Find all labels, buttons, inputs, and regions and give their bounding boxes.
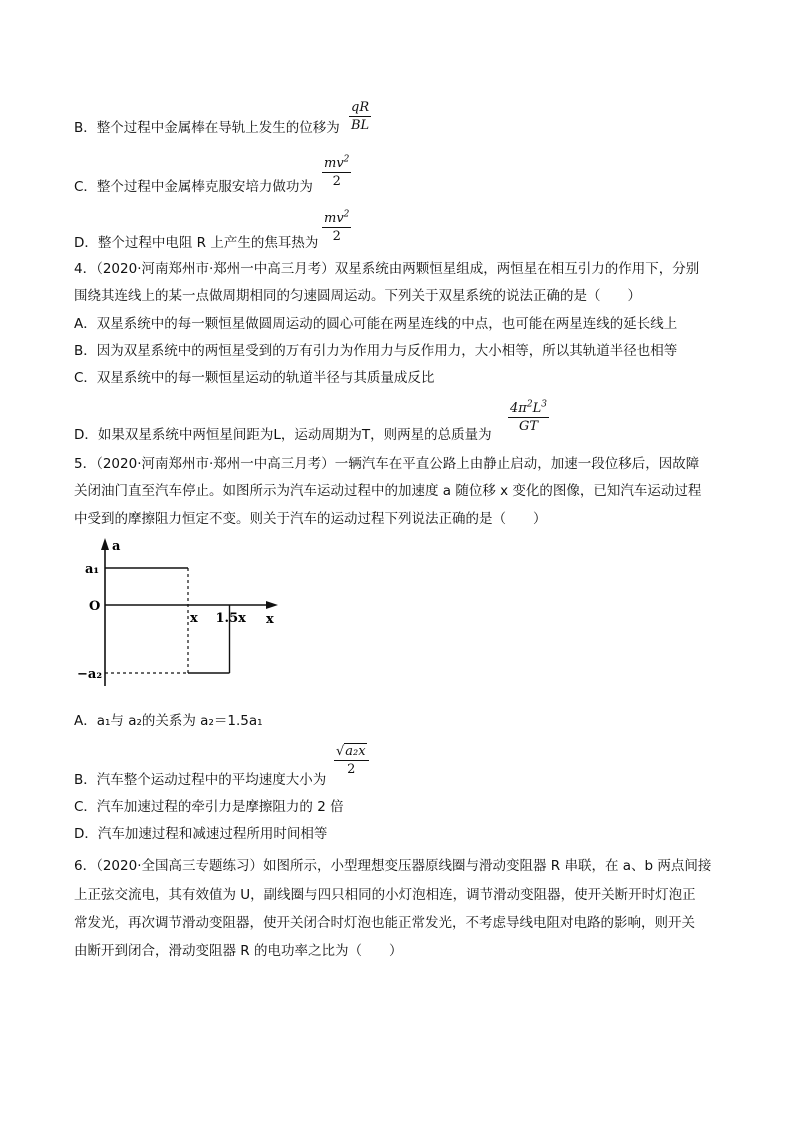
q5-option-c: C．汽车加速过程的牵引力是摩擦阻力的 2 倍 [74,799,344,815]
q4-option-d: D．如果双星系统中两恒星间距为L，运动周期为T，则两星的总质量为 [74,427,492,443]
q3-option-d-fraction [322,211,351,244]
fraction-denominator: BL [351,118,370,133]
origin-label: O [89,599,101,614]
fraction-denominator: 2 [332,174,341,189]
q4-option-d-fraction [508,401,549,434]
fraction-numerator: qR [351,100,370,115]
y-axis-label: a [112,539,121,554]
q3-option-b: B．整个过程中金属棒在导轨上发生的位移为 [74,120,340,136]
q4-stem-line2: 围绕其连线上的某一点做周期相同的匀速圆周运动。下列关于双星系统的说法正确的是（ ） [74,288,641,304]
q3-option-d: D．整个过程中电阻 R 上产生的焦耳热为 [74,235,319,251]
q6-stem-line1: 6．（2020·全国高三专题练习）如图所示，小型理想变压器原线圈与滑动变阻器 R 串联，在 a、b 两点间接 [74,858,712,874]
q4-option-b: B．因为双星系统中的两恒星受到的万有引力为作用力与反作用力，大小相等，所以其轨道半径也相等 [74,343,678,359]
q4-option-a: A．双星系统中的每一颗恒星做圆周运动的圆心可能在两星连线的中点，也可能在两星连线的延长线上 [74,316,678,332]
q6-stem-line2: 上正弦交流电，其有效值为 U，副线圈与四只相同的小灯泡相连，调节滑动变阻器，使开关断开时灯泡正 [74,887,696,903]
x-tick-x: x [190,611,198,626]
y-tick-neg-a2: −a₂ [77,667,103,682]
q5-stem-line3: 中受到的摩擦阻力恒定不变。则关于汽车的运动过程下列说法正确的是（ ） [74,511,547,527]
q3-option-c: C．整个过程中金属棒克服安培力做功为 [74,179,313,195]
x-axis-label: x [266,612,274,627]
q5-option-b-fraction [334,744,369,777]
q3-option-c-fraction [322,156,351,189]
fraction-numerator: $mv^2$ [324,209,350,226]
q5-option-d: D．汽车加速过程和减速过程所用时间相等 [74,826,328,842]
q5-option-b: B．汽车整个运动过程中的平均速度大小为 [74,772,327,788]
y-tick-a1: a₁ [85,562,100,577]
fraction-numerator: $4\pi^2L^3$ [510,399,547,416]
q4-option-c: C．双星系统中的每一颗恒星运动的轨道半径与其质量成反比 [74,370,435,386]
fraction-denominator: 2 [332,229,341,244]
q5-stem-line1: 5．（2020·河南郑州市·郑州一中高三月考）一辆汽车在平直公路上由静止启动，加速一段位移后，因故障 [74,456,700,472]
q6-stem-line3: 常发光，再次调节滑动变阻器，使开关闭合时灯泡也能正常发光，不考虑导线电阻对电路的影响，则开关 [74,915,695,931]
q4-stem-line1: 4．（2020·河南郑州市·郑州一中高三月考）双星系统由两颗恒星组成，两恒星在相互引力的作用下，分别 [74,261,700,277]
x-tick-1-5x: 1.5x [215,611,246,626]
q5-option-a: A．a₁与 a₂的关系为 a₂＝1.5a₁ [74,713,263,729]
fraction-numerator: $mv^2$ [324,154,350,171]
q6-stem-line4: 由断开到闭合，滑动变阻器 R 的电功率之比为（ ） [74,943,403,959]
q3-option-b-fraction [349,100,371,133]
fraction-numerator: √a₂x [336,744,366,759]
acceleration-displacement-graph [68,536,298,696]
fraction-denominator: GT [518,419,538,434]
q5-stem-line2: 关闭油门直至汽车停止。如图所示为汽车运动过程中的加速度 a 随位移 x 变化的图像，已知汽车运动过程 [74,483,702,499]
fraction-denominator: 2 [347,762,356,777]
